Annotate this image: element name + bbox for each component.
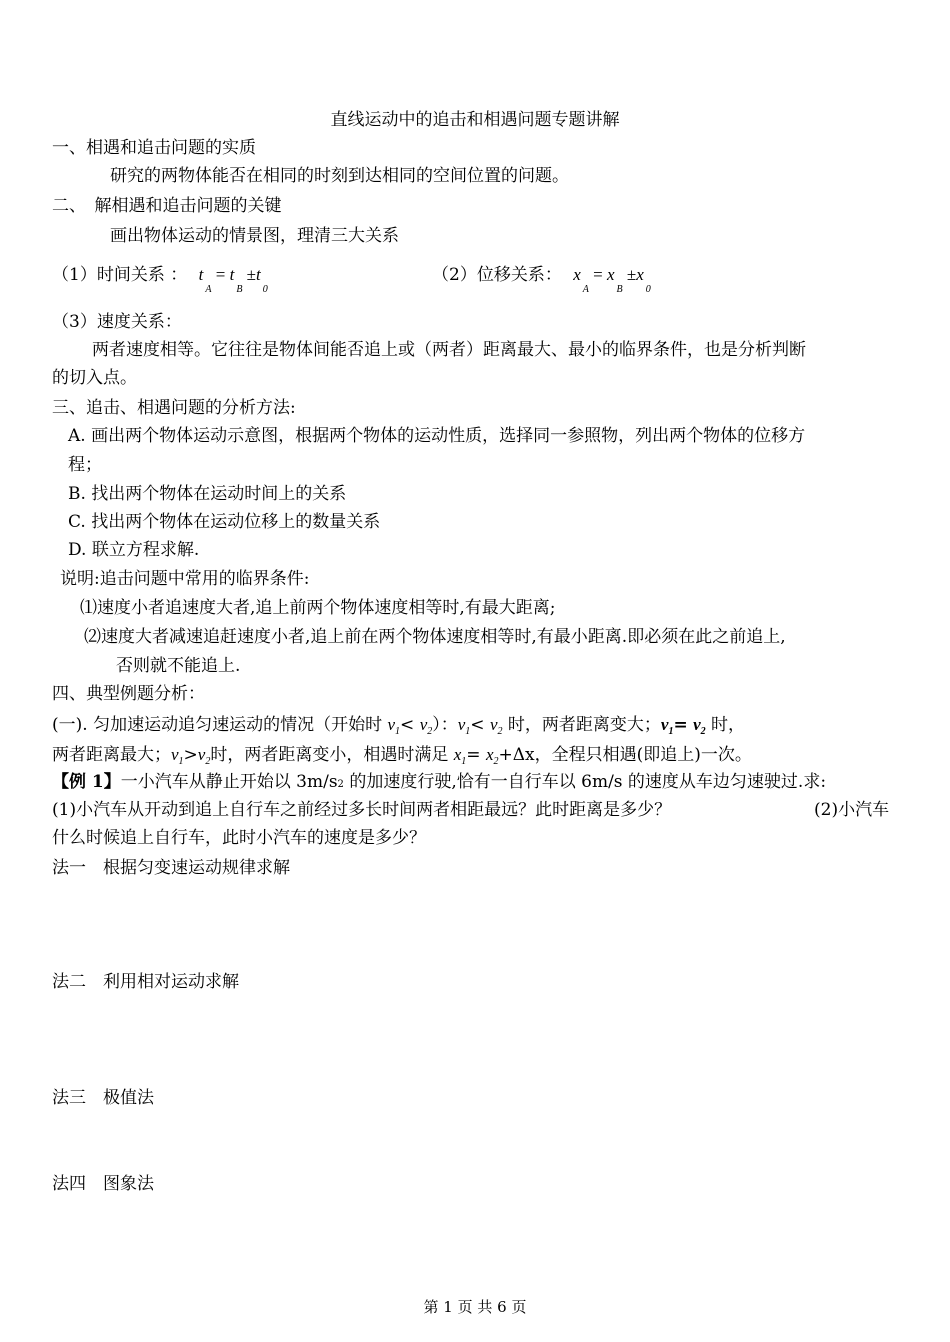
page-title: 直线运动中的追击和相遇问题专题讲解 (330, 110, 620, 130)
section-2-text: 画出物体运动的情景图，理清三大关系 (110, 226, 399, 246)
method-a-line-2: 程； (68, 455, 102, 475)
displacement-relation-label: （2）位移关系： (432, 265, 562, 285)
velocity-relation-text-1: 两者速度相等。它往往是物体间能否追上或（两者）距离最大、最小的临界条件，也是分析判断 (92, 340, 806, 360)
displacement-formula: $x_A = x_B \pm x_0$ (573, 265, 651, 295)
method-3: 法三 极值法 (52, 1088, 154, 1108)
example-1-question-2: (2)小汽车 (814, 800, 890, 820)
case-1-line-1: (一). 匀加速运动追匀速运动的情况（开始时 $v_1< v_2$）：$v_1< v_2$ 时，两者距离变大；$v_1= v_2$ 时， (52, 715, 746, 737)
velocity-relation-text-2: 的切入点。 (52, 368, 137, 388)
example-1-line-1: 【例 1】一小汽车从静止开始以 3m/s2 的加速度行驶,恰有一自行车以 6m/s 的速度从车边匀速驶过.求: (52, 772, 827, 792)
section-3-heading: 三、追击、相遇问题的分析方法: (52, 398, 296, 418)
case-1-line-2: 两者距离最大；$v_1>v_2$时，两者距离变小，相遇时满足 $x_1= x_2+\Delta x$，全程只相遇(即追上)一次。 (52, 745, 752, 767)
displacement-relation (432, 264, 651, 295)
example-1-question-1: (1)小汽车从开动到追上自行车之前经过多长时间两者相距最远？此时距离是多少？ (52, 800, 672, 820)
time-relation-label: （1）时间关系 ： (52, 265, 188, 285)
method-b: B. 找出两个物体在运动时间上的关系 (68, 484, 347, 504)
section-1-heading: 一、相遇和追击问题的实质 (52, 138, 256, 158)
note-item-2-line-2: 否则就不能追上. (116, 656, 241, 676)
method-d: D. 联立方程求解. (68, 540, 200, 560)
note-heading: 说明:追击问题中常用的临界条件: (60, 569, 310, 589)
note-item-2-line-1: ⑵速度大者减速追赶速度小者,追上前在两个物体速度相等时,有最小距离.即必须在此之前追上, (84, 627, 786, 647)
time-relation (52, 264, 268, 295)
section-2-heading: 二、 解相遇和追击问题的关键 (52, 196, 282, 216)
method-2: 法二 利用相对运动求解 (52, 972, 239, 992)
note-item-1: ⑴速度小者追速度大者,追上前两个物体速度相等时,有最大距离; (80, 598, 556, 618)
page-footer: 第 1 页 共 6 页 (423, 1298, 527, 1316)
section-1-text: 研究的两物体能否在相同的时刻到达相同的空间位置的问题。 (110, 166, 569, 186)
velocity-relation-label: （3）速度关系： (52, 312, 182, 332)
time-formula: $t_A = t_B \pm t_0$ (198, 265, 268, 295)
example-tag: 【例 1】 (52, 772, 121, 792)
section-4-heading: 四、典型例题分析： (52, 684, 205, 704)
method-c: C. 找出两个物体在运动位移上的数量关系 (68, 512, 381, 532)
method-4: 法四 图象法 (52, 1174, 154, 1194)
method-1: 法一 根据匀变速运动规律求解 (52, 858, 290, 878)
method-a-line-1: A. 画出两个物体运动示意图，根据两个物体的运动性质，选择同一参照物，列出两个物体的位移方 (68, 426, 806, 446)
example-1-line-3: 什么时候追上自行车，此时小汽车的速度是多少？ (52, 828, 426, 848)
